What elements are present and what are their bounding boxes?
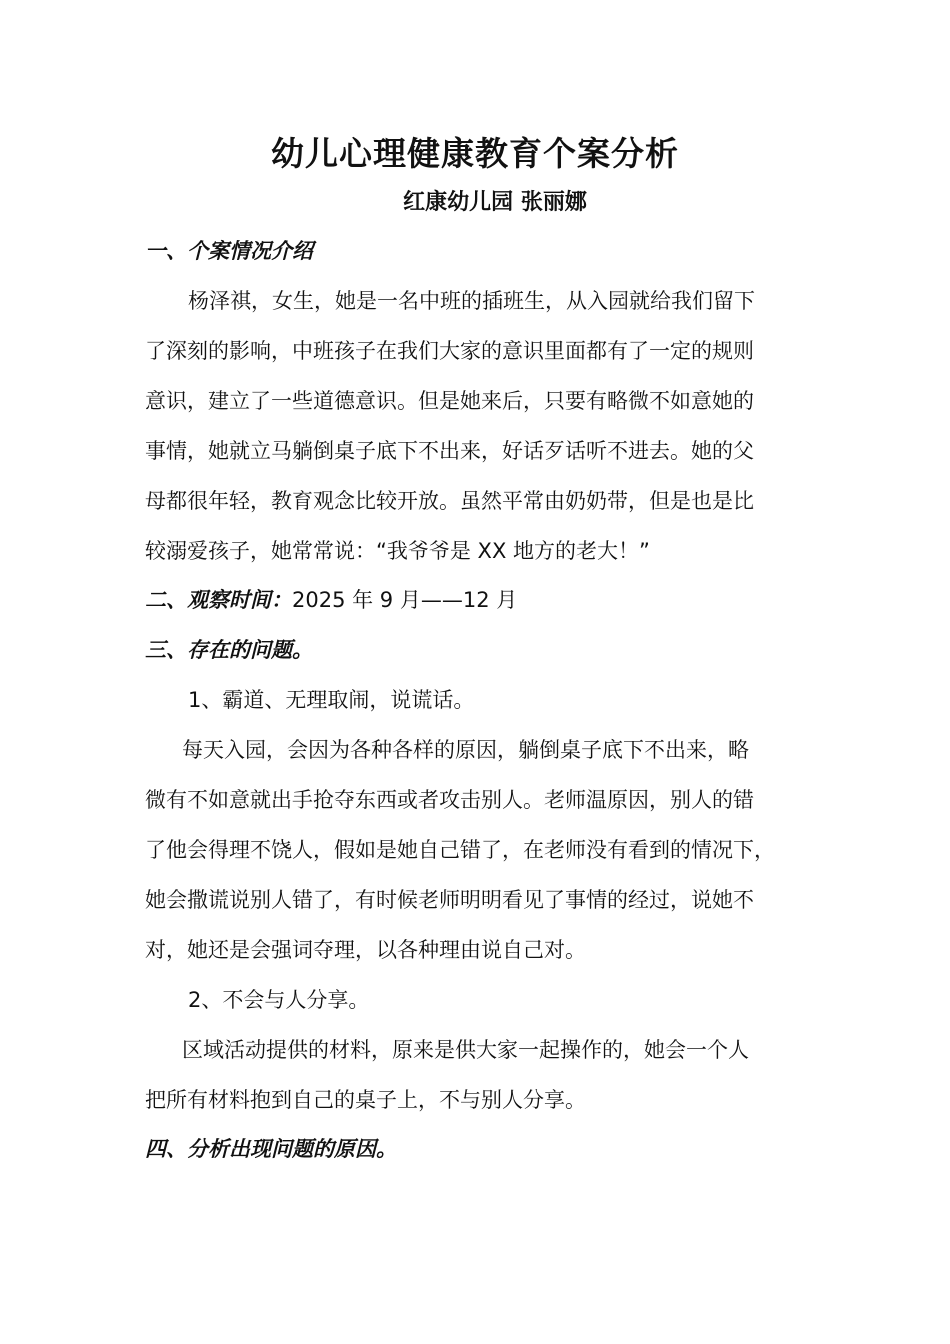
observation-period: 2025 年 9 月——12 月: [292, 588, 518, 612]
paragraph-line: 把所有材料抱到自己的桌子上，不与别人分享。: [145, 1088, 586, 1112]
section-2-heading: [145, 585, 517, 615]
paragraph-line: 较溺爱孩子，她常常说：“我爷爷是 XX 地方的老大！”: [145, 539, 650, 563]
paragraph-line: 母都很年轻，教育观念比较开放。虽然平常由奶奶带，但是也是比: [145, 489, 754, 513]
paragraph-line: 杨泽祺，女生，她是一名中班的插班生，从入园就给我们留下: [188, 289, 755, 313]
paragraph-line: 事情，她就立马躺倒桌子底下不出来，好话歹话听不进去。她的父: [145, 439, 754, 463]
paragraph-line: 每天入园，会因为各种各样的原因，躺倒桌子底下不出来，略: [182, 738, 749, 762]
document-author: 红康幼儿园 张丽娜: [403, 190, 587, 215]
section-3-heading: 三、存在的问题。: [145, 638, 313, 662]
section-2-label: 二、观察时间：: [145, 588, 292, 612]
paragraph-line: 她会撒谎说别人错了，有时候老师明明看见了事情的经过，说她不: [145, 888, 754, 912]
paragraph-line: 意识，建立了一些道德意识。但是她来后，只要有略微不如意她的: [145, 389, 754, 413]
paragraph-line: 了深刻的影响，中班孩子在我们大家的意识里面都有了一定的规则: [145, 339, 754, 363]
document-title: 幼儿心理健康教育个案分析: [271, 134, 679, 173]
paragraph-line: 微有不如意就出手抢夺东西或者攻击别人。老师温原因，别人的错: [145, 788, 754, 812]
paragraph-line: 对，她还是会强词夺理，以各种理由说自己对。: [145, 938, 586, 962]
problem-item-1: 1、霸道、无理取闹，说谎话。: [188, 688, 475, 712]
paragraph-line: 区域活动提供的材料，原来是供大家一起操作的，她会一个人: [182, 1038, 749, 1062]
section-4-heading: 四、分析出现问题的原因。: [145, 1137, 397, 1161]
problem-item-2: 2、不会与人分享。: [188, 988, 370, 1012]
section-1-heading: 一、个案情况介绍: [145, 239, 313, 263]
paragraph-line: 了他会得理不饶人，假如是她自己错了，在老师没有看到的情况下，: [145, 838, 775, 862]
